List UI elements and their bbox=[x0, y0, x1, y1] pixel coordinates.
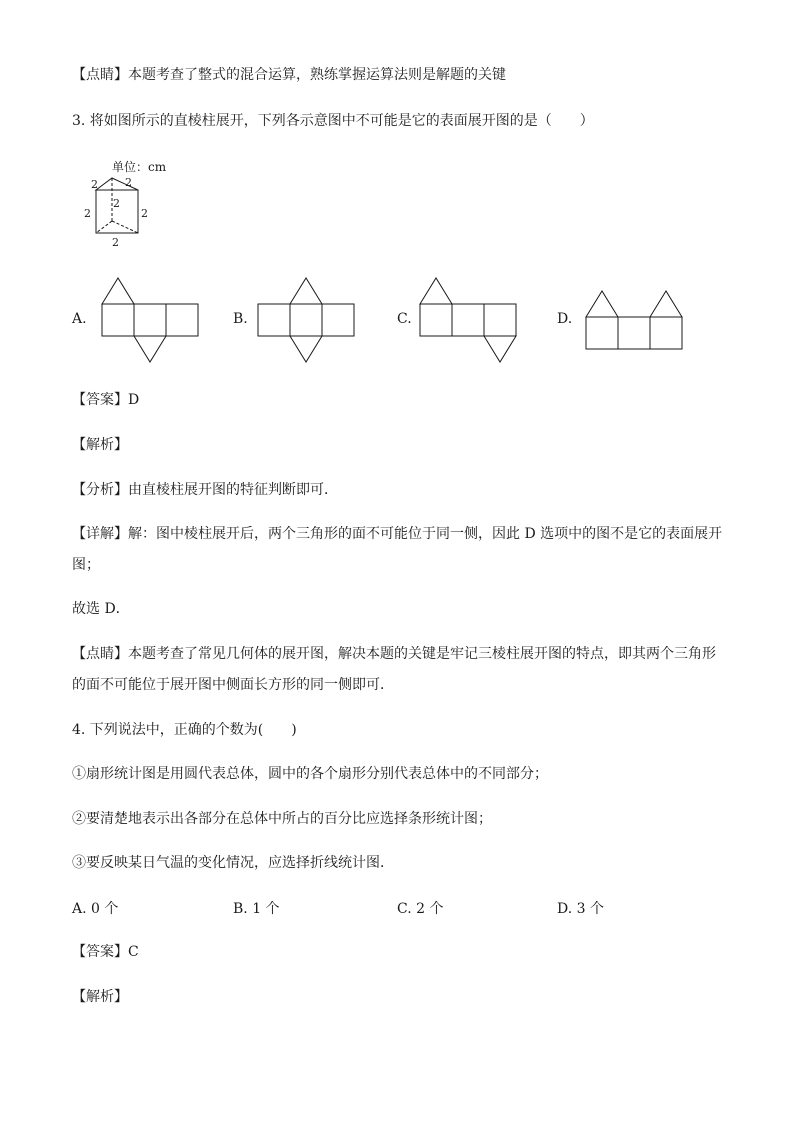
net-option-c-label: C. bbox=[397, 311, 412, 327]
choice-b: B. 1 个 bbox=[233, 901, 280, 917]
statement-1: ①扇形统计图是用圆代表总体，圆中的各个扇形分别代表总体中的不同部分； bbox=[72, 766, 548, 782]
note-3-line-2: 的面不可能位于展开图中侧面长方形的同一侧即可． bbox=[72, 677, 394, 693]
analysis-heading-3: 【解析】 bbox=[72, 437, 128, 453]
choice-c: C. 2 个 bbox=[397, 901, 444, 917]
detail-3-line-2: 图； bbox=[72, 557, 100, 573]
prism-unit-label: 单位：cm bbox=[112, 160, 167, 174]
analysis-3: 【分析】由直棱柱展开图的特征判断即可． bbox=[72, 482, 338, 498]
answer-4: 【答案】C bbox=[72, 944, 139, 960]
net-option-b-label: B. bbox=[233, 311, 248, 327]
dim-top-left: 2 bbox=[91, 178, 98, 191]
dim-bottom: 2 bbox=[112, 236, 119, 249]
dim-top-right: 2 bbox=[125, 176, 132, 189]
net-option-d-label: D. bbox=[557, 311, 573, 327]
net-option-a bbox=[100, 275, 200, 365]
prism-figure bbox=[80, 155, 200, 255]
answer-3: 【答案】D bbox=[72, 392, 140, 408]
choice-a: A. 0 个 bbox=[72, 901, 119, 917]
question-4: 4. 下列说法中，正确的个数为( ) bbox=[72, 722, 297, 738]
net-option-a-label: A. bbox=[72, 311, 87, 327]
note-line-1: 【点睛】本题考查了整式的混合运算，熟练掌握运算法则是解题的关键 bbox=[72, 67, 506, 83]
dim-right: 2 bbox=[141, 207, 148, 220]
detail-3-line-1: 【详解】解：图中棱柱展开后，两个三角形的面不可能位于同一侧，因此 D 选项中的图不是它的表面展开 bbox=[72, 526, 723, 542]
note-3-line-1: 【点睛】本题考查了常见几何体的展开图，解决本题的关键是牢记三棱柱展开图的特点，即其两个三角形 bbox=[72, 646, 716, 662]
select-3: 故选 D． bbox=[72, 601, 130, 617]
statement-3: ③要反映某日气温的变化情况，应选择折线统计图． bbox=[72, 855, 394, 871]
statement-2: ②要清楚地表示出各部分在总体中所占的百分比应选择条形统计图； bbox=[72, 811, 492, 827]
net-option-b bbox=[256, 275, 356, 365]
dim-left: 2 bbox=[84, 207, 91, 220]
dim-center: 2 bbox=[113, 197, 120, 210]
analysis-heading-4: 【解析】 bbox=[72, 989, 128, 1005]
choice-d: D. 3 个 bbox=[557, 901, 604, 917]
question-3: 3. 将如图所示的直棱柱展开，下列各示意图中不可能是它的表面展开图的是（ ） bbox=[72, 113, 594, 129]
net-option-c bbox=[418, 275, 518, 365]
net-option-d bbox=[584, 288, 684, 358]
